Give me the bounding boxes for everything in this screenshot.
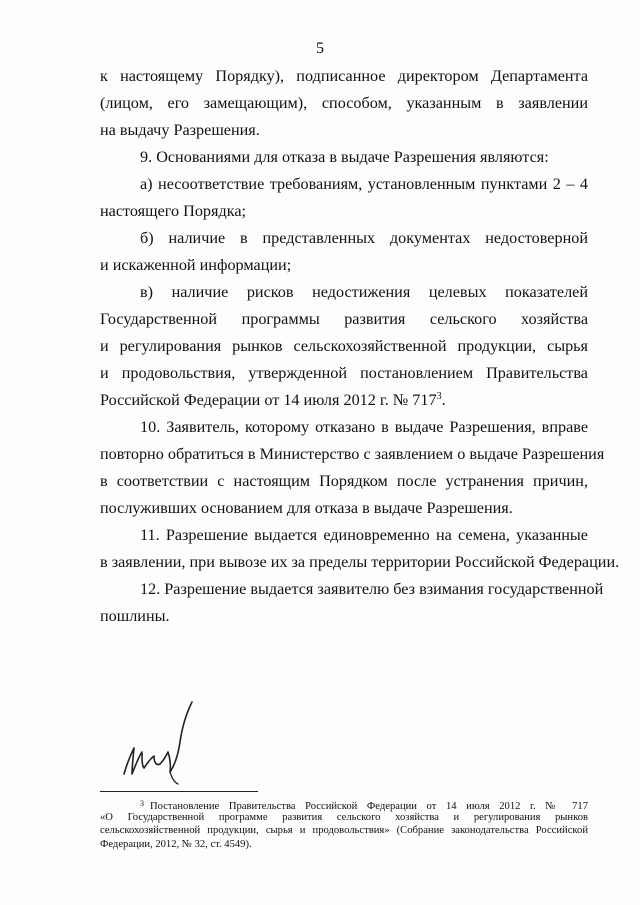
footnote-line [100,797,588,811]
paragraph-line: 9. Основаниями для отказа в выдаче Разрешения являются: [140,148,549,166]
paragraph-line: и регулирования рынков сельскохозяйственной продукции, сырья [100,337,588,355]
footnote-reference[interactable]: 3 [436,391,442,402]
paragraph-line: Государственной программы развития сельского хозяйства [100,310,588,328]
paragraph-line-with-footnote [100,387,588,414]
footnote-line-text: Постановление Правительства Российской Федерации от 14 июля 2012 г. № 717 [150,801,588,812]
paragraph-line: 10. Заявитель, которому отказано в выдаче Разрешения, вправе [140,418,588,436]
footnote-marker: 3 [140,799,144,808]
page-number: 5 [316,40,324,57]
paragraph-line-text: Российской Федерации от 14 июля 2012 г. № 717 [100,391,437,409]
paragraph-line: б) наличие в представленных документах недостоверной [140,229,588,247]
footnote-line: сельскохозяйственной продукции, сырья и продовольствия» (Собрание законодательства Российской [100,825,588,836]
paragraph-line: (лицом, его замещающим), способом, указанным в заявлении [100,94,588,112]
footnote-divider [100,791,258,792]
paragraph-line: в заявлении, при вывозе их за пределы территории Российской Федерации. [100,553,620,571]
paragraph-line: к настоящему Порядку), подписанное директором Департамента [100,67,588,85]
paragraph-line: пошлины. [100,607,170,625]
paragraph-line: повторно обратиться в Министерство с заявлением о выдаче Разрешения [100,445,605,463]
paragraph-line: и продовольствия, утвержденной постановлением Правительства [100,364,588,382]
paragraph-line: в соответствии с настоящим Порядком после устранения причин, [100,472,588,490]
body-text [100,63,620,630]
paragraph-line: 11. Разрешение выдается единовременно на семена, указанные [140,526,588,544]
paragraph-line: 12. Разрешение выдается заявителю без взимания государственной [140,580,604,598]
paragraph-line: а) несоответствие требованиям, установленным пунктами 2 – 4 [140,175,588,193]
paragraph-line: послуживших основанием для отказа в выдаче Разрешения. [100,499,513,517]
paragraph-line: и искаженной информации; [100,256,292,274]
paragraph-line: на выдачу Разрешения. [100,121,260,139]
paragraph-line: настоящего Порядка; [100,202,247,220]
handwritten-signature [118,696,198,788]
footnote-line: «О Государственной программе развития сельского хозяйства и регулирования рынков [100,811,588,823]
sentence-period: . [441,391,446,409]
footnote-line: Федерации, 2012, № 32, ст. 4549). [100,838,252,850]
paragraph-line: в) наличие рисков недостижения целевых показателей [140,283,588,301]
footnote [100,797,588,851]
